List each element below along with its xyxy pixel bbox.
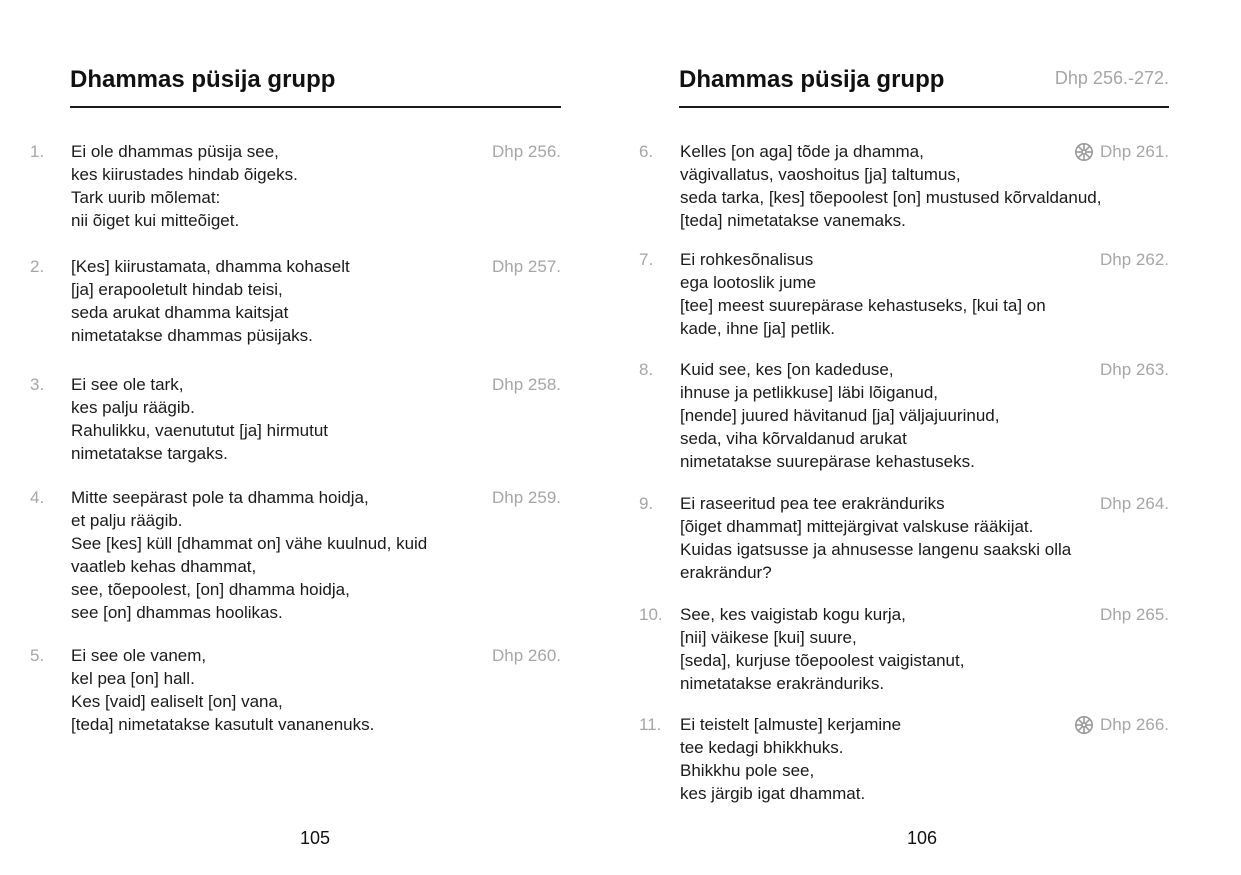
verse-number: 2. bbox=[30, 257, 45, 276]
verse-reference bbox=[492, 644, 561, 667]
verse-line: [Kes] kiirustamata, dhamma kohaselt bbox=[71, 257, 350, 276]
verse-block bbox=[30, 255, 561, 347]
verse-text bbox=[680, 603, 964, 695]
verse-line: [tee] meest suurepärase kehastuseks, [kui ta] on bbox=[680, 296, 1046, 315]
verse-block bbox=[639, 603, 1169, 695]
verse-line: Mitte seepärast pole ta dhamma hoidja, bbox=[71, 488, 369, 507]
verse-block bbox=[30, 486, 561, 624]
verse-text bbox=[71, 140, 298, 232]
verse-reference bbox=[492, 373, 561, 396]
verse-reference-label: Dhp 262. bbox=[1100, 250, 1169, 269]
verse-block bbox=[639, 358, 1169, 473]
verse-line: et palju räägib. bbox=[71, 511, 183, 530]
verse-block bbox=[30, 140, 561, 232]
verse-line: tee kedagi bhikkhuks. bbox=[680, 738, 844, 757]
page-title: Dhammas püsija grupp bbox=[70, 66, 336, 93]
right-page-header bbox=[679, 62, 1169, 108]
verse-reference-label: Dhp 265. bbox=[1100, 605, 1169, 624]
verse-reference-label: Dhp 258. bbox=[492, 375, 561, 394]
verse-line: Bhikkhu pole see, bbox=[680, 761, 815, 780]
verse-line: kes järgib igat dhammat. bbox=[680, 784, 866, 803]
dhamma-wheel-icon bbox=[1074, 715, 1094, 735]
verse-number: 1. bbox=[30, 142, 45, 161]
verse-block bbox=[30, 373, 561, 465]
verse-line: Ei see ole vanem, bbox=[71, 646, 207, 665]
verse-reference bbox=[492, 140, 561, 163]
verse-line: Kes [vaid] ealiselt [on] vana, bbox=[71, 692, 283, 711]
verse-reference bbox=[492, 486, 561, 509]
verse-text bbox=[71, 255, 350, 347]
verse-reference-label: Dhp 256. bbox=[492, 142, 561, 161]
verse-reference bbox=[492, 255, 561, 278]
verse-line: [nende] juured hävitanud [ja] väljajuurinud, bbox=[680, 406, 1000, 425]
verse-block bbox=[639, 492, 1169, 584]
verse-line: Tark uurib mõlemat: bbox=[71, 188, 221, 207]
verse-line: ihnuse ja petlikkuse] läbi lõiganud, bbox=[680, 383, 939, 402]
verse-text bbox=[680, 713, 901, 805]
verse-number: 8. bbox=[639, 360, 654, 379]
verse-line: [nii] väikese [kui] suure, bbox=[680, 628, 857, 647]
verse-line: See [kes] küll [dhammat on] vähe kuulnud, kuid bbox=[71, 534, 428, 553]
verse-line: see, tõepoolest, [on] dhamma hoidja, bbox=[71, 580, 350, 599]
verse-number: 3. bbox=[30, 375, 45, 394]
verse-range: Dhp 256.-272. bbox=[1054, 68, 1169, 88]
verse-line: nimetatakse suurepärase kehastuseks. bbox=[680, 452, 975, 471]
verse-line: vaatleb kehas dhammat, bbox=[71, 557, 257, 576]
verse-reference bbox=[1100, 358, 1169, 381]
verse-number: 6. bbox=[639, 142, 654, 161]
verse-block bbox=[639, 140, 1169, 232]
verse-text bbox=[71, 644, 374, 736]
verse-line: [teda] nimetatakse kasutult vananenuks. bbox=[71, 715, 375, 734]
verse-reference bbox=[1100, 603, 1169, 626]
verse-reference-label: Dhp 266. bbox=[1100, 715, 1169, 734]
verse-text bbox=[680, 358, 999, 473]
verse-text bbox=[680, 248, 1046, 340]
verse-line: [seda], kurjuse tõepoolest vaigistanut, bbox=[680, 651, 965, 670]
verse-number: 9. bbox=[639, 494, 654, 513]
verse-number: 7. bbox=[639, 250, 654, 269]
verse-line: kes palju räägib. bbox=[71, 398, 195, 417]
verse-line: kade, ihne [ja] petlik. bbox=[680, 319, 835, 338]
verse-line: seda tarka, [kes] tõepoolest [on] mustused kõrvaldanud, bbox=[680, 188, 1102, 207]
verse-reference bbox=[1100, 248, 1169, 271]
verse-text bbox=[680, 492, 1071, 584]
verse-block bbox=[639, 713, 1169, 805]
verse-line: seda arukat dhamma kaitsjat bbox=[71, 303, 289, 322]
verse-line: Rahulikku, vaenututut [ja] hirmutut bbox=[71, 421, 329, 440]
verse-block bbox=[30, 644, 561, 736]
verse-reference-label: Dhp 260. bbox=[492, 646, 561, 665]
verse-reference bbox=[1074, 140, 1169, 163]
verse-reference-label: Dhp 261. bbox=[1100, 142, 1169, 161]
verse-line: seda, viha kõrvaldanud arukat bbox=[680, 429, 907, 448]
verse-line: Kelles [on aga] tõde ja dhamma, bbox=[680, 142, 924, 161]
verse-line: [ja] erapooletult hindab teisi, bbox=[71, 280, 283, 299]
verse-line: kes kiirustades hindab õigeks. bbox=[71, 165, 298, 184]
verse-number: 10. bbox=[639, 605, 663, 624]
verse-block bbox=[639, 248, 1169, 340]
verse-reference-label: Dhp 263. bbox=[1100, 360, 1169, 379]
verse-line: Ei teistelt [almuste] kerjamine bbox=[680, 715, 902, 734]
dhamma-wheel-icon bbox=[1074, 142, 1094, 162]
verse-line: kel pea [on] hall. bbox=[71, 669, 195, 688]
verse-line: nimetatakse erakränduriks. bbox=[680, 674, 885, 693]
verse-text bbox=[71, 486, 427, 624]
verse-line: nii õiget kui mitteõiget. bbox=[71, 211, 240, 230]
verse-number: 11. bbox=[639, 715, 662, 734]
page-number: 106 bbox=[907, 828, 938, 848]
verse-text bbox=[71, 373, 328, 465]
page-title: Dhammas püsija grupp bbox=[679, 66, 945, 93]
verse-line: Ei see ole tark, bbox=[71, 375, 184, 394]
verse-reference-label: Dhp 257. bbox=[492, 257, 561, 276]
right-page bbox=[620, 0, 1241, 875]
verse-line: Kuid see, kes [on kadeduse, bbox=[680, 360, 894, 379]
verse-line: erakrändur? bbox=[680, 563, 772, 582]
verse-line: see [on] dhammas hoolikas. bbox=[71, 603, 283, 622]
verse-number: 4. bbox=[30, 488, 45, 507]
left-page bbox=[0, 0, 620, 875]
verse-line: nimetatakse dhammas püsijaks. bbox=[71, 326, 313, 345]
verse-line: Kuidas igatsusse ja ahnusesse langenu saakski olla bbox=[680, 540, 1072, 559]
verse-line: Ei rohkesõnalisus bbox=[680, 250, 814, 269]
verse-line: [õiget dhammat] mittejärgivat valskuse rääkijat. bbox=[680, 517, 1034, 536]
verse-line: [teda] nimetatakse vanemaks. bbox=[680, 211, 906, 230]
verse-reference-label: Dhp 259. bbox=[492, 488, 561, 507]
verse-text bbox=[680, 140, 1101, 232]
page-number: 105 bbox=[300, 828, 331, 848]
verse-line: Ei raseeritud pea tee erakränduriks bbox=[680, 494, 945, 513]
verse-reference bbox=[1074, 713, 1169, 736]
verse-line: vägivallatus, vaoshoitus [ja] taltumus, bbox=[680, 165, 961, 184]
left-page-header bbox=[70, 62, 561, 108]
verse-line: nimetatakse targaks. bbox=[71, 444, 228, 463]
verse-reference bbox=[1100, 492, 1169, 515]
verse-line: ega lootoslik jume bbox=[680, 273, 817, 292]
verse-reference-label: Dhp 264. bbox=[1100, 494, 1169, 513]
verse-number: 5. bbox=[30, 646, 45, 665]
verse-line: See, kes vaigistab kogu kurja, bbox=[680, 605, 906, 624]
verse-line: Ei ole dhammas püsija see, bbox=[71, 142, 279, 161]
